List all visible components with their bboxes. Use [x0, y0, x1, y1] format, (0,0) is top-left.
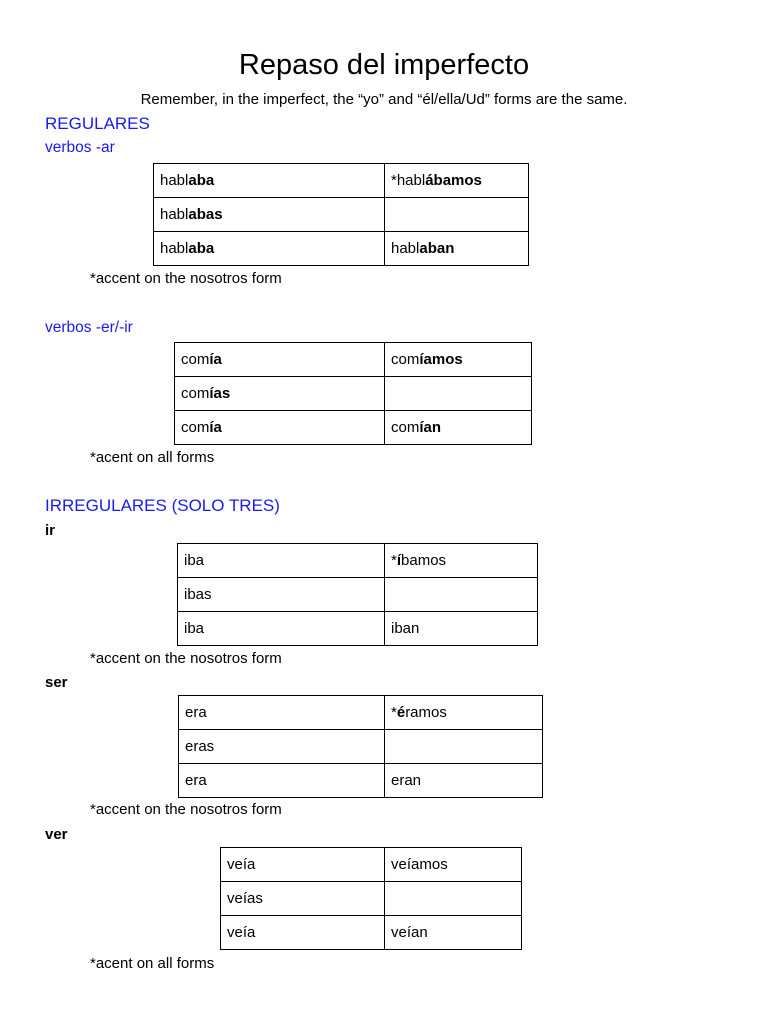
plural-form-cell: [385, 848, 522, 882]
plural-form-cell: [385, 198, 529, 232]
plural-form-cell: [385, 544, 538, 578]
ver-verb-label: ver: [45, 826, 68, 843]
singular-form-cell: [154, 164, 385, 198]
er-ir-accent-note: *acent on all forms: [90, 449, 215, 466]
plural-form-cell: [385, 377, 532, 411]
verbos-er-ir-label: verbos -er/-ir: [45, 319, 133, 336]
plural-form-cell: [385, 232, 529, 266]
singular-form-cell: [175, 343, 385, 377]
verb-stem: habl: [160, 240, 189, 257]
table-row: [175, 411, 532, 445]
verb-ending: aban: [419, 240, 455, 257]
verb-ending: ían: [419, 419, 442, 436]
singular-form-cell: [221, 882, 385, 916]
singular-form-cell: [179, 696, 385, 730]
plural-form-cell: [385, 612, 538, 646]
verb-stem: ramos: [405, 704, 447, 721]
verb-stem: era: [185, 772, 207, 789]
verb-ending: ábamos: [425, 172, 482, 189]
table-row: [221, 882, 522, 916]
verb-stem: veía: [227, 924, 256, 941]
verb-stem: habl: [160, 206, 189, 223]
accented-letter: é: [396, 704, 406, 721]
verb-stem: veíamos: [391, 856, 448, 873]
ver-accent-note: *acent on all forms: [90, 955, 215, 972]
plural-form-cell: [385, 916, 522, 950]
verb-ending: ía: [209, 419, 222, 436]
accented-letter: í: [396, 552, 402, 569]
verb-stem: eran: [391, 772, 422, 789]
singular-form-cell: [178, 544, 385, 578]
verb-ending: aba: [188, 240, 215, 257]
verb-stem: com: [181, 351, 210, 368]
singular-form-cell: [178, 578, 385, 612]
verb-stem: iba: [184, 620, 205, 637]
table-row: [221, 848, 522, 882]
singular-form-cell: [179, 730, 385, 764]
ar-conjugation-table: [153, 163, 529, 266]
verb-ending: ías: [209, 385, 231, 402]
table-row: [179, 764, 543, 798]
plural-form-cell: [385, 730, 543, 764]
singular-form-cell: [178, 612, 385, 646]
table-row: [154, 198, 529, 232]
singular-form-cell: [175, 377, 385, 411]
verb-stem: habl: [391, 240, 420, 257]
singular-form-cell: [179, 764, 385, 798]
ar-accent-note: *accent on the nosotros form: [90, 270, 282, 287]
singular-form-cell: [154, 232, 385, 266]
verbos-ar-label: verbos -ar: [45, 139, 115, 156]
plural-form-cell: [385, 164, 529, 198]
page-title: Repaso del imperfecto: [238, 49, 530, 81]
singular-form-cell: [221, 916, 385, 950]
ser-verb-label: ser: [45, 674, 68, 691]
plural-form-cell: [385, 696, 543, 730]
verb-stem: iban: [391, 620, 420, 637]
plural-form-cell: [385, 764, 543, 798]
verb-stem: veías: [227, 890, 263, 907]
ser-accent-note: *accent on the nosotros form: [90, 801, 282, 818]
singular-form-cell: [175, 411, 385, 445]
plural-form-cell: [385, 882, 522, 916]
irregulares-heading: IRREGULARES (SOLO TRES): [45, 496, 280, 515]
ir-verb-label: ir: [45, 522, 56, 539]
verb-stem: bamos: [401, 552, 447, 569]
verb-stem: ibas: [184, 586, 212, 603]
ir-conjugation-table: [177, 543, 538, 646]
verb-ending: abas: [188, 206, 223, 223]
table-row: [175, 343, 532, 377]
table-row: [179, 730, 543, 764]
asterisk-marker: *: [391, 172, 397, 189]
verb-stem: com: [391, 351, 420, 368]
plural-form-cell: [385, 578, 538, 612]
singular-form-cell: [221, 848, 385, 882]
plural-form-cell: [385, 343, 532, 377]
asterisk-marker: *: [391, 552, 397, 569]
verb-stem: eras: [185, 738, 215, 755]
table-row: [221, 916, 522, 950]
verb-stem: com: [181, 385, 210, 402]
er-ir-conjugation-table: [174, 342, 532, 445]
regulares-heading: REGULARES: [45, 114, 150, 133]
table-row: [178, 578, 538, 612]
verb-stem: iba: [184, 552, 205, 569]
singular-form-cell: [154, 198, 385, 232]
verb-stem: habl: [396, 172, 426, 189]
table-row: [179, 696, 543, 730]
verb-stem: era: [185, 704, 207, 721]
asterisk-marker: *: [391, 704, 397, 721]
ver-conjugation-table: [220, 847, 522, 950]
verb-stem: com: [181, 419, 210, 436]
verb-stem: veían: [391, 924, 428, 941]
table-row: [154, 232, 529, 266]
ser-conjugation-table: [178, 695, 543, 798]
plural-form-cell: [385, 411, 532, 445]
page-subtitle: Remember, in the imperfect, the “yo” and “él/ella/Ud” forms are the same.: [140, 91, 628, 108]
table-row: [178, 544, 538, 578]
verb-stem: veía: [227, 856, 256, 873]
table-row: [175, 377, 532, 411]
table-row: [154, 164, 529, 198]
table-row: [178, 612, 538, 646]
verb-stem: com: [391, 419, 420, 436]
verb-ending: aba: [188, 172, 215, 189]
ir-accent-note: *accent on the nosotros form: [90, 650, 282, 667]
verb-stem: habl: [160, 172, 189, 189]
verb-ending: íamos: [419, 351, 463, 368]
verb-ending: ía: [209, 351, 222, 368]
